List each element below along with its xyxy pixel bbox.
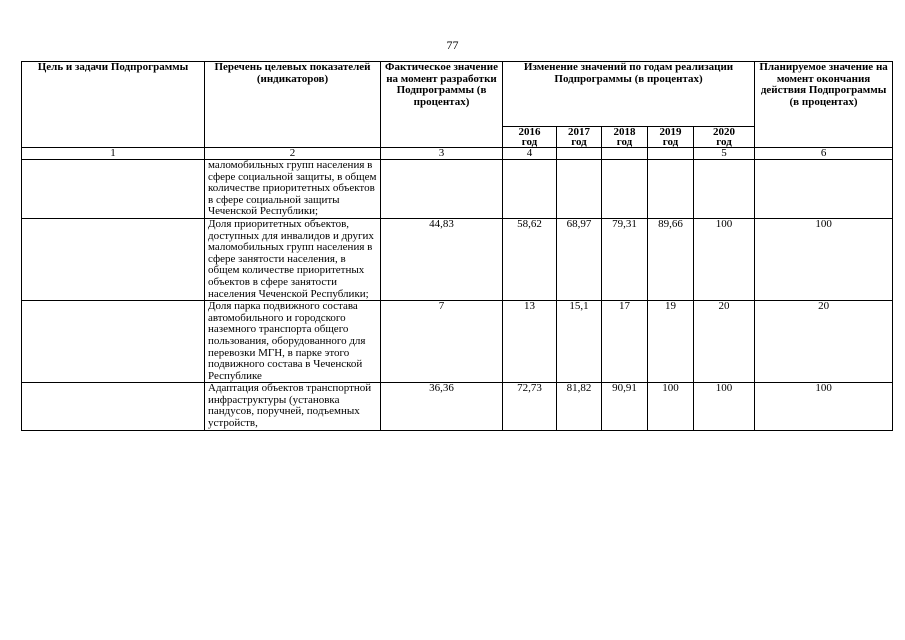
page-number: 77 bbox=[446, 38, 459, 52]
year-2018-value bbox=[602, 160, 648, 219]
goal-cell bbox=[22, 383, 205, 430]
indicator-cell: Адаптация объектов транспортной инфраструктуры (установка пандусов, поручней, подъемных устройств, bbox=[205, 383, 381, 430]
indicator-cell: Доля парка подвижного состава автомобильного и городского наземного транспорта общего пользования, оборудованного для перевозки МГН, в парке этого подвижного состава в Чеченской Республике bbox=[205, 301, 381, 383]
year-2016-value: 13 bbox=[503, 301, 557, 383]
header-changes: Изменение значений по годам реализации Подпрограммы (в процентах) bbox=[503, 62, 755, 127]
table-row bbox=[22, 301, 893, 383]
header-year-2018: 2018 год bbox=[602, 127, 648, 148]
year-2018-value: 90,91 bbox=[602, 383, 648, 430]
header-year-2017: 2017 год bbox=[557, 127, 602, 148]
indicator-cell: маломобильных групп населения в сфере социальной защиты, в общем количестве приоритетных объектов в сфере социальной защиты Чеченской Республики; bbox=[205, 160, 381, 219]
planned-value-cell: 100 bbox=[755, 218, 893, 300]
year-2018-value: 17 bbox=[602, 301, 648, 383]
table-row bbox=[22, 160, 893, 219]
year-2019-value bbox=[648, 160, 694, 219]
column-number bbox=[602, 148, 648, 160]
column-number bbox=[648, 148, 694, 160]
planned-value-cell: 20 bbox=[755, 301, 893, 383]
header-goal: Цель и задачи Подпрограммы bbox=[22, 62, 205, 148]
column-number bbox=[557, 148, 602, 160]
planned-value-cell: 100 bbox=[755, 383, 893, 430]
column-number: 5 bbox=[694, 148, 755, 160]
goal-cell bbox=[22, 160, 205, 219]
year-2017-value: 68,97 bbox=[557, 218, 602, 300]
header-actual: Фактическое значение на момент разработки Подпрограммы (в процентах) bbox=[381, 62, 503, 148]
column-number: 1 bbox=[22, 148, 205, 160]
column-number: 2 bbox=[205, 148, 381, 160]
header-indicators: Перечень целевых показателей (индикаторов) bbox=[205, 62, 381, 148]
year-2017-value: 81,82 bbox=[557, 383, 602, 430]
year-2019-value: 89,66 bbox=[648, 218, 694, 300]
year-2019-value: 100 bbox=[648, 383, 694, 430]
actual-value-cell: 7 bbox=[381, 301, 503, 383]
year-2017-value: 15,1 bbox=[557, 301, 602, 383]
year-2016-value: 72,73 bbox=[503, 383, 557, 430]
year-2020-value: 20 bbox=[694, 301, 755, 383]
column-number-row bbox=[22, 148, 893, 160]
year-2018-value: 79,31 bbox=[602, 218, 648, 300]
indicator-cell: Доля приоритетных объектов, доступных для инвалидов и других маломобильных групп населения в сфере занятости населения, в общем количестве приоритетных объектов в сфере занятости населения Чеченской Республики; bbox=[205, 218, 381, 300]
year-2017-value bbox=[557, 160, 602, 219]
year-2019-value: 19 bbox=[648, 301, 694, 383]
header-row bbox=[22, 62, 893, 127]
table-row bbox=[22, 218, 893, 300]
planned-value-cell bbox=[755, 160, 893, 219]
table-row bbox=[22, 383, 893, 430]
year-2020-value: 100 bbox=[694, 218, 755, 300]
year-2020-value: 100 bbox=[694, 383, 755, 430]
actual-value-cell: 36,36 bbox=[381, 383, 503, 430]
actual-value-cell: 44,83 bbox=[381, 218, 503, 300]
header-year-2016: 2016 год bbox=[503, 127, 557, 148]
year-2016-value: 58,62 bbox=[503, 218, 557, 300]
year-2020-value bbox=[694, 160, 755, 219]
header-planned: Планируемое значение на момент окончания действия Подпрограммы (в процентах) bbox=[755, 62, 893, 148]
column-number: 6 bbox=[755, 148, 893, 160]
header-year-2020: 2020 год bbox=[694, 127, 755, 148]
column-number: 4 bbox=[503, 148, 557, 160]
goal-cell bbox=[22, 218, 205, 300]
goal-cell bbox=[22, 301, 205, 383]
column-number: 3 bbox=[381, 148, 503, 160]
header-year-2019: 2019 год bbox=[648, 127, 694, 148]
actual-value-cell bbox=[381, 160, 503, 219]
indicators-table bbox=[21, 61, 893, 431]
year-2016-value bbox=[503, 160, 557, 219]
